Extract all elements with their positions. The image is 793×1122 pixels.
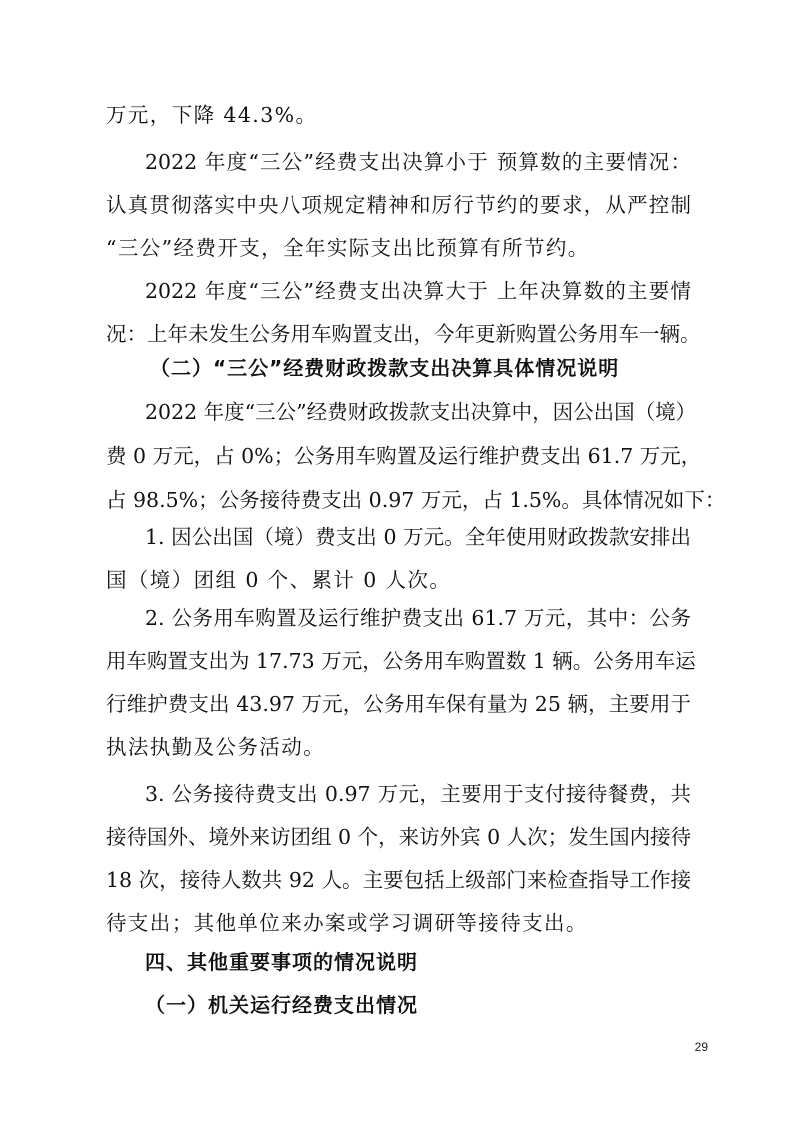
- body-text-line: 2. 公务用车购置及运行维护费支出 61.7 万元，其中：公务: [145, 606, 691, 630]
- body-text-line: 行维护费支出 43.97 万元，公务用车保有量为 25 辆，主要用于: [106, 692, 691, 716]
- body-text-line: 2022 年度“三公”经费支出决算大于 上年决算数的主要情: [145, 279, 691, 303]
- body-text-line: “三公”经费开支，全年实际支出比预算有所节约。: [106, 236, 590, 260]
- section-heading: （二）“三公”经费财政拨款支出决算具体情况说明: [150, 356, 620, 380]
- subsection-heading: （一）机关运行经费支出情况: [145, 993, 418, 1017]
- body-text-line: 万元，下降 44.3%。: [106, 103, 318, 127]
- body-text-line: 费 0 万元，占 0%；公务用车购置及运行维护费支出 61.7 万元，: [106, 444, 702, 468]
- body-text-line: 18 次，接待人数共 92 人。主要包括上级部门来检查指导工作接: [106, 868, 691, 892]
- body-text-line: 用车购置支出为 17.73 万元，公务用车购置数 1 辆。公务用车运: [106, 649, 696, 673]
- body-text-line: 2022 年度“三公”经费支出决算小于 预算数的主要情况：: [145, 150, 691, 174]
- body-text-line: 待支出；其他单位来办案或学习调研等接待支出。: [106, 911, 588, 935]
- body-text-line: 国（境）团组 0 个、累计 0 人次。: [106, 568, 452, 592]
- body-text-line: 2022 年度“三公”经费财政拨款支出决算中，因公出国（境）: [145, 400, 697, 424]
- body-text-line: 占 98.5%；公务接待费支出 0.97 万元，占 1.5%。具体情况如下：: [106, 488, 726, 512]
- body-text-line: 3. 公务接待费支出 0.97 万元，主要用于支付接待餐费，共: [145, 782, 691, 806]
- body-text-line: 执法执勤及公务活动。: [106, 735, 325, 759]
- body-text-line: 1. 因公出国（境）费支出 0 万元。全年使用财政拨款安排出: [145, 525, 691, 549]
- section-heading: 四、其他重要事项的情况说明: [145, 950, 418, 974]
- body-text-line: 认真贯彻落实中央八项规定精神和厉行节约的要求，从严控制: [106, 193, 691, 217]
- page-number: 29: [694, 1040, 708, 1054]
- body-text-line: 况：上年未发生公务用车购置支出，今年更新购置公务用车一辆。: [106, 322, 701, 346]
- body-text-line: 接待国外、境外来访团组 0 个，来访外宾 0 人次；发生国内接待: [106, 825, 692, 849]
